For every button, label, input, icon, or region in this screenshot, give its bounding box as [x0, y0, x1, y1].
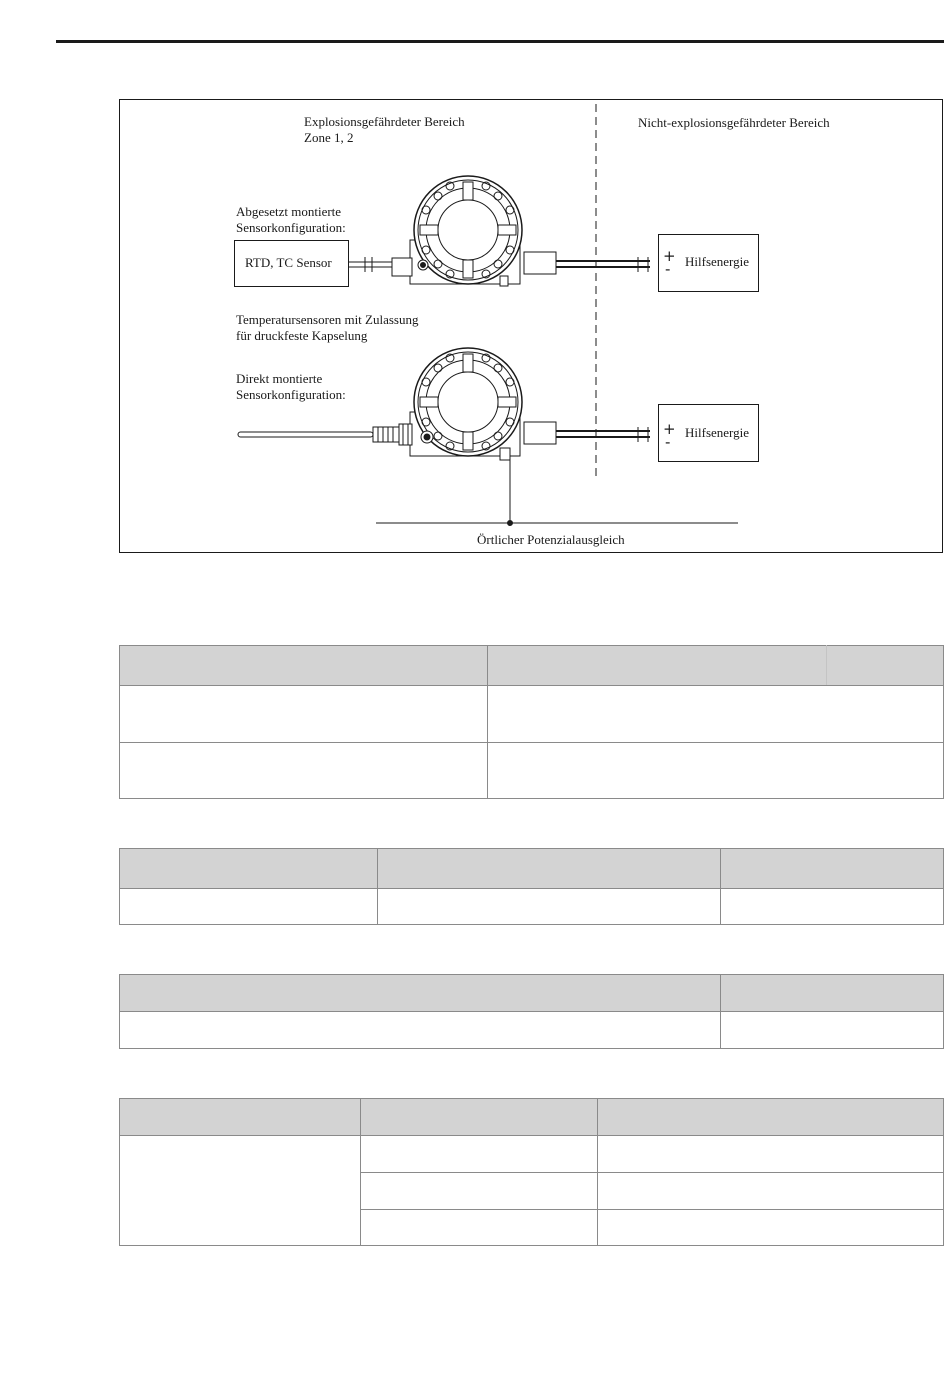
table-row	[120, 1136, 944, 1173]
table-header-cell	[120, 646, 488, 686]
table-cell	[721, 1012, 944, 1049]
table-header-row	[120, 646, 944, 686]
table-4	[119, 1098, 944, 1246]
safe-area-title: Nicht-explosionsgefährdeter Bereich	[638, 115, 830, 130]
table-cell	[120, 743, 488, 799]
direct-config-label-line1: Direkt montierte	[236, 371, 323, 386]
table-row	[120, 686, 944, 743]
table-header-cell	[721, 849, 944, 889]
table-cell	[120, 889, 378, 925]
table-header-cell	[827, 646, 944, 686]
power-supply-label: Hilfsenergie	[685, 254, 750, 269]
table-row	[120, 743, 944, 799]
table-row	[120, 889, 944, 925]
table-cell	[488, 743, 944, 799]
direct-config-label-line2: Sensorkonfiguration:	[236, 387, 346, 402]
table-cell	[361, 1173, 598, 1210]
table-cell	[361, 1210, 598, 1246]
table-header-cell	[488, 646, 827, 686]
power-supply-box-top	[658, 234, 759, 292]
table-3	[119, 974, 944, 1049]
plus-sign: +	[663, 247, 676, 265]
table-cell	[378, 889, 721, 925]
remote-transmitter-housing	[392, 176, 556, 286]
table-cell	[598, 1173, 944, 1210]
table-cell	[721, 889, 944, 925]
sensor-box-label: RTD, TC Sensor	[245, 255, 332, 270]
equipotential-label: Örtlicher Potenzialausgleich	[477, 532, 625, 547]
table-cell	[120, 686, 488, 743]
table-1	[119, 645, 944, 799]
direct-transmitter-housing	[410, 348, 556, 460]
table-cell	[361, 1136, 598, 1173]
table-header-row	[120, 1099, 944, 1136]
table-cell	[120, 1136, 361, 1246]
approval-label-line2: für druckfeste Kapselung	[236, 328, 368, 343]
power-supply-box-bottom	[658, 404, 759, 462]
table-header-row	[120, 849, 944, 889]
table-header-row	[120, 975, 944, 1012]
table-cell	[598, 1136, 944, 1173]
table-cell	[120, 1012, 721, 1049]
table-header-cell	[120, 849, 378, 889]
page-top-rule	[56, 40, 944, 43]
sensor-box	[234, 240, 349, 287]
table-row	[120, 1012, 944, 1049]
hazardous-area-zone: Zone 1, 2	[304, 130, 354, 145]
approval-label-line1: Temperatursensoren mit Zulassung	[236, 312, 419, 327]
table-header-cell	[361, 1099, 598, 1136]
remote-config-label-line2: Sensorkonfiguration:	[236, 220, 346, 235]
ground-junction-dot	[507, 520, 513, 526]
minus-sign: -	[665, 260, 671, 278]
sensor-probe	[238, 432, 373, 437]
table-header-cell	[721, 975, 944, 1012]
table-header-cell	[120, 975, 721, 1012]
table-cell	[598, 1210, 944, 1246]
hazardous-area-title: Explosionsgefährdeter Bereich	[304, 114, 465, 129]
plus-sign: +	[663, 420, 676, 438]
power-supply-label: Hilfsenergie	[685, 425, 750, 440]
wiring-diagram	[119, 99, 943, 553]
table-header-cell	[120, 1099, 361, 1136]
table-2	[119, 848, 944, 925]
table-header-cell	[378, 849, 721, 889]
table-header-cell	[598, 1099, 944, 1136]
minus-sign: -	[665, 433, 671, 451]
table-cell	[488, 686, 944, 743]
remote-config-label-line1: Abgesetzt montierte	[236, 204, 342, 219]
